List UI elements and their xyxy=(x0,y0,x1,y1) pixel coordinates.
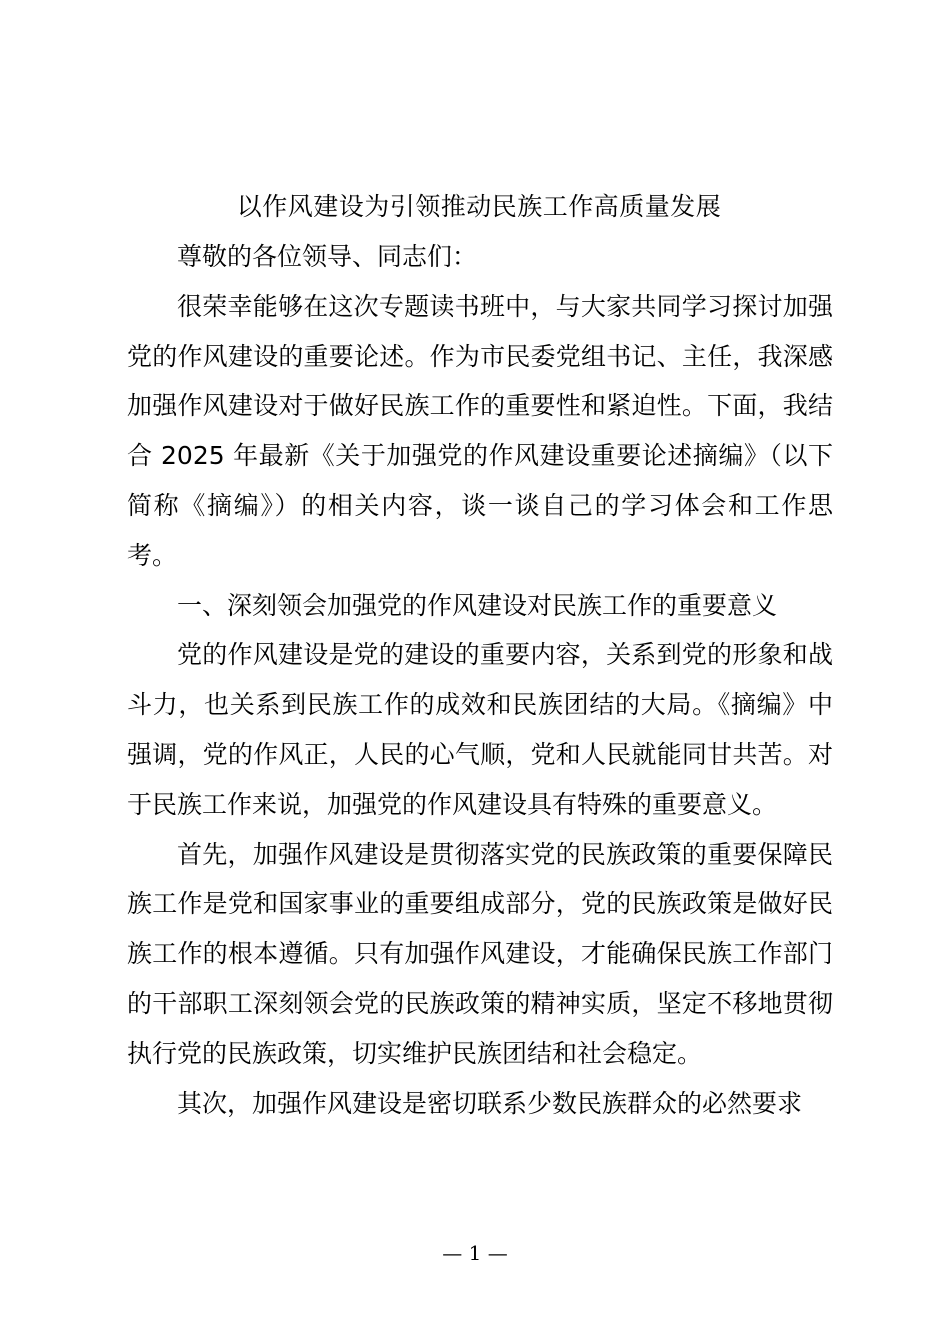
document-body xyxy=(127,232,833,1128)
page-number: — 1 — xyxy=(442,1241,508,1265)
body-paragraph: 首先，加强作风建设是贯彻落实党的民族政策的重要保障民族工作是党和国家事业的重要组成部分，党的民族政策是做好民族工作的根本遵循。只有加强作风建设，才能确保民族工作部门的干部职工深刻领会党的民族政策的精神实质，坚定不移地贯彻执行党的民族政策，切实维护民族团结和社会稳定。 xyxy=(127,839,833,1068)
body-paragraph: 其次，加强作风建设是密切联系少数民族群众的必然要求 xyxy=(177,1088,803,1118)
document-title: 以作风建设为引领推动民族工作高质量发展 xyxy=(236,192,722,221)
intro-paragraph: 很荣幸能够在这次专题读书班中，与大家共同学习探讨加强党的作风建设的重要论述。作为市民委党组书记、主任，我深感加强作风建设对于做好民族工作的重要性和紧迫性。下面，我结合 2025 年最新《关于加强党的作风建设重要论述摘编》（以下简称《摘编》）的相关内容，谈一谈自己的学习体会和工作思考。 xyxy=(127,291,833,570)
salutation-paragraph: 尊敬的各位领导、同志们： xyxy=(177,242,478,271)
section-heading: 一、深刻领会加强党的作风建设对民族工作的重要意义 xyxy=(177,590,778,620)
body-paragraph: 党的作风建设是党的建设的重要内容，关系到党的形象和战斗力，也关系到民族工作的成效和民族团结的大局。《摘编》中强调，党的作风正，人民的心气顺，党和人民就能同甘共苦。对于民族工作来说，加强党的作风建设具有特殊的重要意义。 xyxy=(127,640,833,819)
